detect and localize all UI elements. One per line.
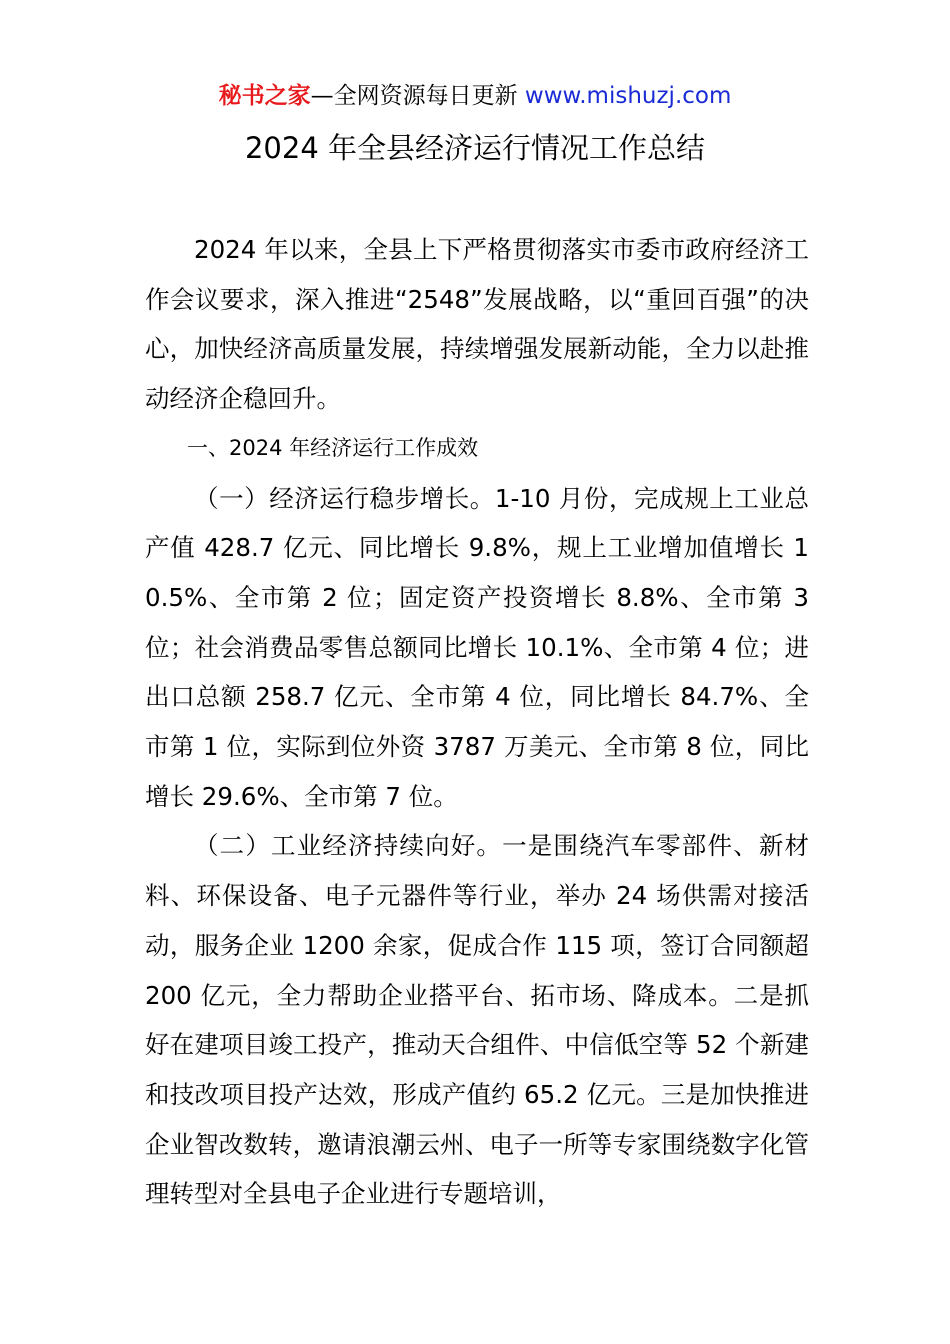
section-heading: 一、2024 年经济运行工作成效 (187, 435, 479, 460)
site-url[interactable]: www.mishuzj.com (524, 83, 732, 109)
paragraph-intro: 2024 年以来，全县上下严格贯彻落实市委市政府经济工作会议要求，深入推进“2548”发展战略，以“重回百强”的决心，加快经济高质量发展，持续增强发展新动能，全力以赴推动经济企稳回升。 (145, 235, 809, 414)
paragraph-economy-growth: （一）经济运行稳步增长。1-10 月份，完成规上工业总产值 428.7 亿元、同比增长 9.8%，规上工业增加值增长 10.5%、全市第 2 位；固定资产投资增长 8.8%、全市第 3 位；社会消费品零售总额同比增长 10.1%、全市第 4 位；进出口总额 258.7 亿元、全市第 4 位，同比增长 84.7%、全市第 1 位，实际到位外资 3787 万美元、全市第 8 位，同比增长 29.6%、全市第 7 位。 (145, 483, 809, 811)
header-slogan: —全网资源每日更新 (310, 83, 518, 109)
site-header (0, 80, 950, 112)
paragraph-industrial-economy: （二）工业经济持续向好。一是围绕汽车零部件、新材料、环保设备、电子元器件等行业，举办 24 场供需对接活动，服务企业 1200 余家，促成合作 115 项，签订合同额超 200 亿元，全力帮助企业搭平台、拓市场、降成本。二是抓好在建项目竣工投产，推动天合组件、中信低空等 52 个新建和技改项目投产达效，形成产值约 65.2 亿元。三是加快推进企业智改数转，邀请浪潮云州、电子一所等专家围绕数字化管理转型对全县电子企业进行专题培训， (145, 831, 809, 1209)
brand-name: 秘书之家 (218, 83, 311, 109)
document-body (145, 225, 809, 1219)
document-title: 2024 年全县经济运行情况工作总结 (244, 131, 706, 165)
